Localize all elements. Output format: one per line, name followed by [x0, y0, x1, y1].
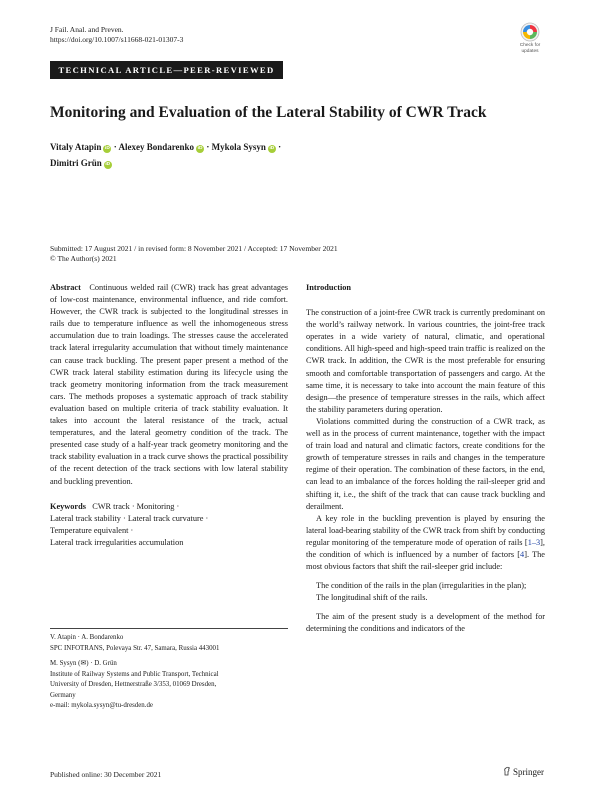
keywords-line: CWR track · Monitoring · [92, 501, 180, 511]
author-name[interactable]: Dimitri Grün [50, 158, 102, 168]
crossmark-line1: Check for [519, 43, 541, 48]
paragraph: The construction of a joint-free CWR track is currently predominant on the world’s railway network. In various countries, the joint-free track operates in a wide variety of natural, climatic, and operational conditions. All high-speed and high-speed train traffic is realized on the CWR track. In addition, the CWR is the most preferable for ensuring smooth and comfortable transportation of passengers and cargo. At the same time, it is necessary to take into account the main feature of this design—the presence of temperature stresses in the rails, which affect the stability parameters during operation. [306, 308, 545, 414]
affiliations [50, 633, 288, 712]
left-column [50, 282, 288, 549]
author-name[interactable]: Vitaly Atapin [50, 142, 102, 152]
crossmark-line2: updates [521, 48, 539, 54]
keywords-line: Lateral track irregularities accumulation [50, 537, 184, 547]
citation-link[interactable]: 1–3 [527, 537, 541, 547]
abstract [50, 282, 288, 488]
publisher-name: Springer [513, 767, 544, 777]
paragraph: The aim of the present study is a development of the method for determining the conditions and indicators of the [306, 612, 545, 634]
keywords [50, 501, 288, 549]
abstract-label: Abstract [50, 283, 81, 292]
author-separator: · [113, 142, 117, 152]
article-type-banner: TECHNICAL ARTICLE—PEER-REVIEWED [50, 61, 283, 79]
affiliation-authors: M. Sysyn (✉) · D. Grün [50, 660, 117, 667]
paragraph-text: ], the condition of which is influenced by a number of factors [ [306, 537, 545, 559]
crossmark-icon [520, 22, 540, 42]
check-for-updates-badge[interactable] [512, 22, 548, 54]
author-separator: · [278, 142, 282, 152]
paragraph: Violations committed during the construction of a CWR track, as well as in the process of current maintenance, together with the impact of train load and natural and climatic factors, create conditions for the growth of temperature stresses in rails and changes in the temperature regime of their operation. The combination of these factors, in the end, can lead to an imbalance of the forces holding the rail-sleeper grid and shifting it, i.e., the shift of the track that can cause track buckling and derailment. [306, 416, 545, 511]
keywords-line: Temperature equivalent · [50, 525, 134, 535]
author-list [50, 139, 281, 171]
paragraph [306, 513, 545, 573]
orcid-icon[interactable]: iD [269, 146, 275, 151]
journal-name: J Fail. Anal. and Preven. [50, 25, 124, 34]
journal-header [50, 25, 183, 45]
paragraph-text: A key role in the buckling prevention is played by ensuring the lateral load-bearing stability of the CWR track from shift by conducting regular monitoring of the temperature mode of operation of rails [ [306, 513, 545, 547]
right-column [306, 282, 545, 636]
orcid-icon[interactable]: iD [105, 146, 110, 151]
list-item: The condition of the rails in the plan (irregularities in the plan); [316, 581, 527, 591]
keywords-label: Keywords [50, 501, 86, 511]
article-title: Monitoring and Evaluation of the Lateral Stability of CWR Track [50, 104, 487, 121]
affiliation-address: University of Dresden, Hettnerstraße 3/353, 01069 Dresden, [50, 681, 217, 688]
submission-dates [50, 244, 338, 264]
keywords-line: Lateral track stability · Lateral track curvature · [50, 513, 209, 523]
author-name[interactable]: Mykola Sysyn [211, 142, 266, 152]
author-separator: · [206, 142, 210, 152]
copyright-notice: © The Author(s) 2021 [50, 254, 117, 263]
orcid-icon[interactable]: iD [105, 162, 111, 167]
springer-horse-icon [503, 766, 511, 776]
affiliation-authors: V. Atapin · A. Bondarenko [50, 634, 124, 641]
publisher-logo [503, 766, 544, 777]
paragraph-text: ]. The most obvious factors that shift the rail-sleeper grid include: [306, 549, 545, 572]
published-online: Published online: 30 December 2021 [50, 770, 162, 779]
abstract-text: Continuous welded rail (CWR) track has great advantages of low-cost maintenance, environmental influence, and ride comfort. However, the CWR track is subjected to the longitudinal stresses in rails due to temperature influence as well the inhomogeneous stress accumulation due to train loadings. The stresses cause the accelerated track lateral irregularity accumulation that without timely maintenance can cause track buckling. The present paper present a method of the CWR track lateral stability estimation during its lifecycle using the track geometry monitoring information from the track measurement cars. The methods proposes a systematic approach of track stability evaluation based on multiple criteria of track stability evaluation. It takes into account the lateral resistance of the track, actual temperatures, and the lateral geometry condition of the track. The presented case study of a half-year track geometry monitoring and the track stability evaluation in a track curve shows the practical possibility of the recent detection of the track sections with low lateral stability and buckling prevention. [50, 283, 288, 486]
section-heading: Introduction [306, 283, 352, 292]
author-name[interactable]: Alexey Bondarenko [118, 142, 195, 152]
factor-list [306, 580, 545, 604]
list-item: The longitudinal shift of the rails. [316, 593, 428, 603]
orcid-icon[interactable]: iD [197, 146, 203, 151]
doi-link[interactable]: https://doi.org/10.1007/s11668-021-01307-3 [50, 35, 184, 44]
affiliation-address: SPC INFOTRANS, Polevaya Str. 47, Samara, Russia 443001 [50, 644, 220, 652]
corresponding-email[interactable]: e-mail: mykola.sysyn@tu-dresden.de [50, 702, 153, 709]
affiliation-address: Institute of Railway Systems and Public Transport, Technical [50, 670, 219, 678]
affiliation-divider [50, 628, 288, 629]
citation-link[interactable]: 4 [520, 549, 525, 559]
date-history: Submitted: 17 August 2021 / in revised form: 8 November 2021 / Accepted: 17 November 2021 [50, 244, 338, 253]
affiliation-address: Germany [50, 691, 76, 699]
